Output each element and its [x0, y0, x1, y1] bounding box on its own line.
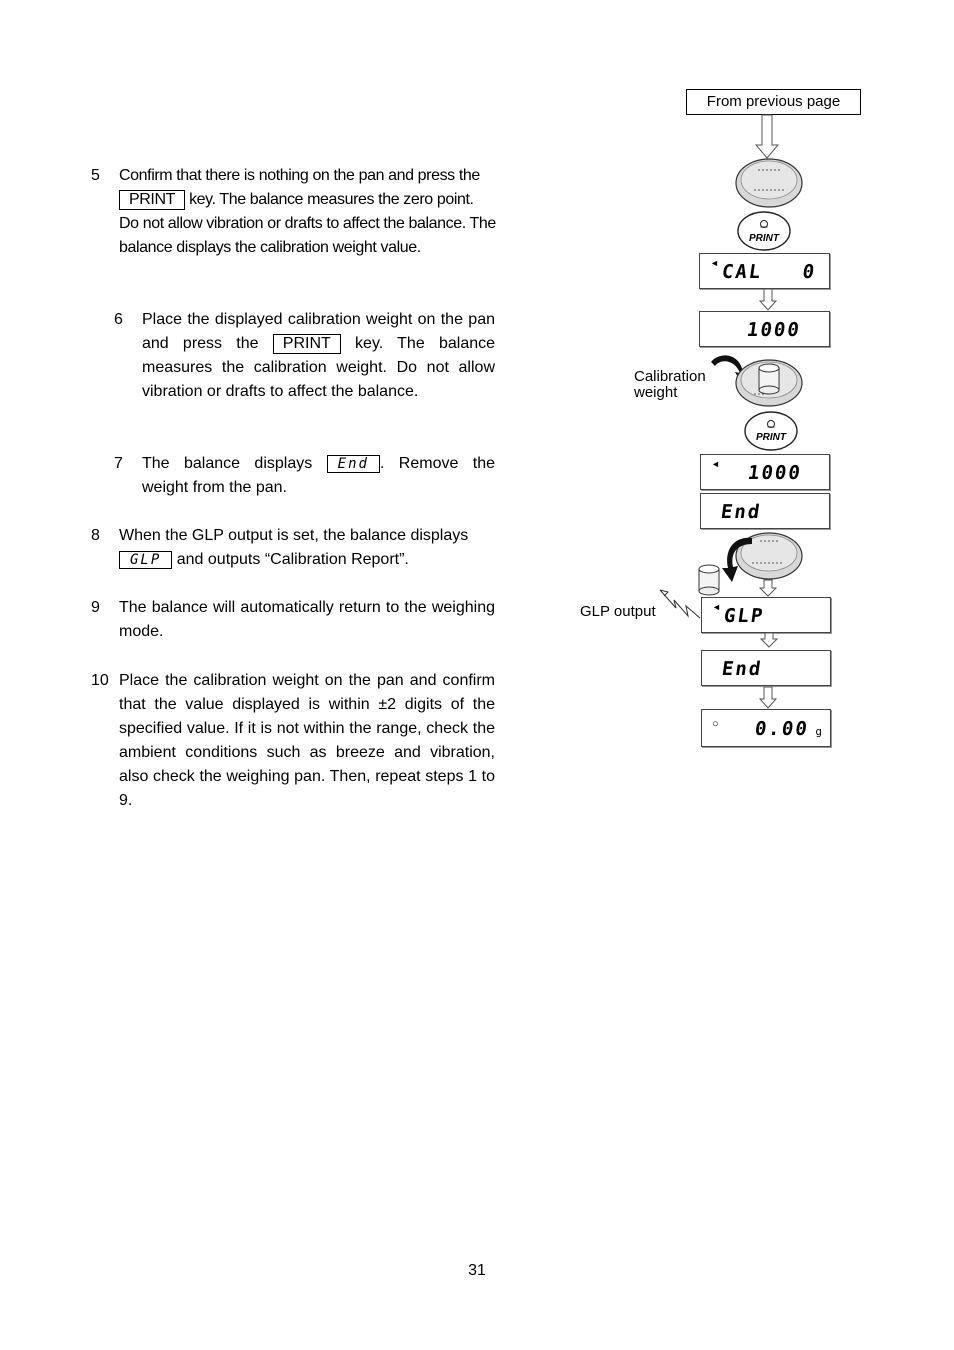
- down-arrow-icon: [759, 580, 777, 598]
- signal-lightning-icon: [658, 588, 702, 622]
- display-value: 1000: [746, 462, 804, 484]
- step-number: 8: [91, 527, 100, 544]
- step-number: 5: [91, 167, 100, 184]
- step-number: 7: [114, 455, 123, 472]
- print-key-label: PRINT: [119, 190, 185, 210]
- step-text: The balance displays End . Remove the weight from the pan.: [142, 455, 496, 496]
- balance-display: [700, 493, 830, 529]
- down-arrow-icon: [759, 687, 777, 709]
- weighing-pan-icon: [734, 157, 804, 209]
- curved-arrow-icon: [718, 534, 758, 584]
- display-value: 1000: [745, 319, 803, 341]
- step-number: 10: [91, 672, 109, 689]
- balance-display: ◄ CAL 0: [699, 253, 830, 289]
- glp-output-label: GLP output: [580, 603, 656, 620]
- step-8: [91, 524, 495, 574]
- display-value: End: [719, 501, 763, 523]
- unit-label: g: [815, 725, 822, 738]
- display-value: CAL 0: [720, 261, 818, 283]
- balance-display: ○ 0.00 g: [701, 709, 831, 747]
- display-value: GLP: [722, 605, 766, 627]
- print-key-icon: [736, 210, 792, 252]
- end-display-code: End: [327, 455, 380, 473]
- pan-with-weight-icon: [734, 356, 804, 408]
- glp-display-code: GLP: [119, 551, 172, 569]
- balance-display: [699, 311, 830, 347]
- print-key-label: PRINT: [273, 334, 341, 354]
- display-value: 0.00: [753, 718, 811, 740]
- step-text: Place the displayed calibration weight on the pan and press the PRINT key. The balance measures the calibration weight. Do not allow vibration or drafts to affect the balance.: [142, 311, 496, 400]
- step-text: The balance will automatically return to the weighing mode.: [119, 599, 495, 640]
- page-number: 31: [468, 1262, 486, 1279]
- step-5: [91, 164, 497, 264]
- down-arrow-icon: [755, 115, 779, 159]
- down-arrow-icon: [759, 289, 777, 311]
- step-10: [91, 669, 495, 819]
- step-6: [114, 308, 495, 408]
- step-number: 6: [114, 311, 123, 328]
- print-key-text: PRINT: [756, 432, 786, 443]
- step-9: [91, 596, 495, 646]
- balance-display: ◄ GLP: [701, 597, 831, 633]
- from-previous-page-box: From previous page: [686, 89, 861, 115]
- print-key-text: PRINT: [749, 233, 779, 244]
- balance-display: ◄ 1000: [700, 454, 830, 490]
- balance-display: [701, 650, 831, 686]
- step-text: Place the calibration weight on the pan and confirm that the value displayed is within ±2 digits of the specified value. If it is not within the range, check the ambient conditions such as breeze and vibration, also check the weighing pan. Then, repeat steps 1 to 9.: [119, 672, 495, 809]
- step-7: [114, 452, 495, 502]
- print-key-icon: [743, 410, 799, 452]
- down-arrow-icon: [760, 633, 778, 649]
- step-number: 9: [91, 599, 100, 616]
- calibration-weight-label: Calibration weight: [634, 368, 706, 401]
- step-text: When the GLP output is set, the balance displays GLP and outputs “Calibration Report”.: [119, 527, 469, 568]
- display-value: End: [720, 658, 764, 680]
- step-text: Confirm that there is nothing on the pan and press the PRINT key. The balance measures the zero point. Do not allow vibration or drafts to affect the balance. The balance displays the calibration weight value.: [119, 167, 496, 256]
